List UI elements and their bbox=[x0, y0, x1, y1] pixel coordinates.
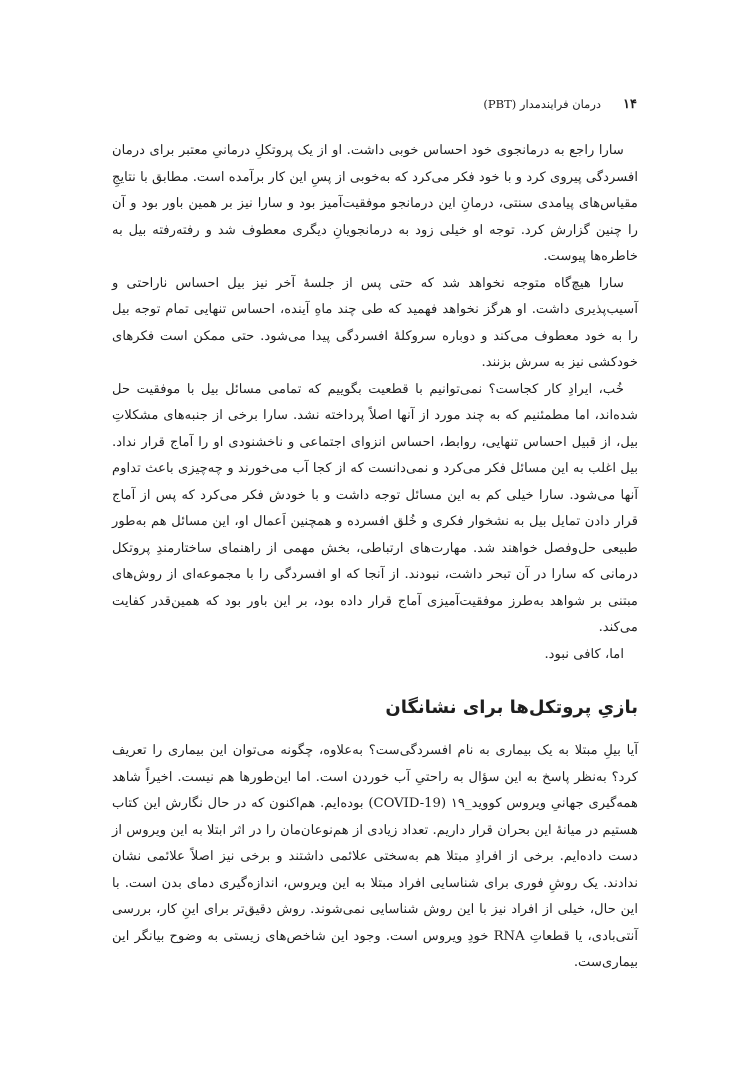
paragraph: خُب، ایرادِ کار کجاست؟ نمی‌توانیم با قطعیت بگوییم که تمامی مسائل بیل با موفقیت حل شده‌اند، اما مطمئنیم که به چند مورد از آنها اصلاً پرداخته نشد. سارا برخی از جنبه‌های مشکلاتِ بیل، از قبیل احساس تنهایی، روابط، احساس انزوای اجتماعی و ناخشنودی او را آماج قرار نداد. بیل اغلب به این مسائل فکر می‌کرد و نمی‌دانست که از کجا آب می‌خورند و چه‌چیزی باعث تداوم آنها می‌شود. سارا خیلی کم به این مسائل توجه داشت و با خودش فکر می‌کرد که پس از آماج قرار دادن تمایل بیل به نشخوار فکری و خُلق افسرده و همچنین اَعمال او، این مسائل هم به‌طور طبیعی حل‌وفصل خواهند شد. مهارت‌های ارتباطی، بخش مهمی از راهنمای ساختارمندِ پروتکل درمانی که سارا در آن تبحر داشت، نبودند. از آنجا که او افسردگی را با مجموعه‌ای از روش‌های مبتنی بر شواهد به‌طرز موفقیت‌آمیزی آماج قرار داده بود، بر این باور بود که همین‌قدر کفایت می‌کند. bbox=[112, 381, 638, 635]
paragraph: اما، کافی نبود. bbox=[544, 646, 624, 662]
page-number: ۱۴ bbox=[623, 97, 637, 112]
running-header bbox=[483, 96, 637, 113]
section-heading: بازیِ پروتکل‌ها برای نشانگان bbox=[385, 697, 638, 718]
section-case-narrative bbox=[112, 138, 638, 668]
paragraph: سارا هیچ‌گاه متوجه نخواهد شد که حتی پس از جلسهٔ آخر نیز بیل احساس ناراحتی و آسیب‌پذیری داشت. او هرگز نخواهد فهمید که طی چند ماهِ آینده، احساس تنهایی تمام توجه بیل را به خود معطوف می‌کند و دوباره سروکلهٔ افسردگی پیدا می‌شود. حتی ممکن است فکرهای خودکشی نیز به سرش بزنند. bbox=[112, 275, 638, 370]
body-text bbox=[112, 138, 638, 977]
paragraph: سارا راجع به درمانجوی خود احساس خوبی داشت. او از یک پروتکلِ درمانیِ معتبر برای درمان افسردگی پیروی کرد و با خود فکر می‌کرد که به‌خوبی از پسِ این کار برآمده است. مطابق با نتایجِ مقیاس‌های پیامدی سنتی، درمانِ این درمانجو موفقیت‌آمیز بود و سارا نیز بر همین باور بود و آن را چنین گزارش کرد. توجه او خیلی زود به درمانجویانِ دیگری معطوف شد و رفته‌رفته بیل به خاطره‌ها پیوست. bbox=[112, 143, 638, 264]
section-protocols-for-syndromes bbox=[112, 738, 638, 977]
running-title: درمان فرایندمدار (PBT) bbox=[483, 97, 602, 111]
paragraph: آیا بیلِ مبتلا به یک بیماری به نام افسردگی‌ست؟ به‌علاوه، چگونه می‌توان این بیماری را تعریف کرد؟ به‌نظر پاسخ به این سؤال به راحتیِ آب خوردن است. اما این‌طورها هم نیست. اخیراً شاهد همه‌گیری جهانیِ ویروس کووید_۱۹ (COVID-19) بوده‌ایم. هم‌اکنون که در حال نگارش این کتاب هستیم در میانهٔ این بحران قرار داریم. تعداد زیادی از هم‌نوعان‌مان را در اثر ابتلا به این ویروس از دست داده‌ایم. برخی از افرادِ مبتلا هم به‌سختی علائمی داشتند و برخی نیز اصلاً علائمی نشان ندادند. یک روشِ فوری برای شناسایی افراد مبتلا به این ویروس، اندازه‌گیری دمای بدن است. با این حال، خیلی از افراد نیز با این روش شناسایی نمی‌شوند. روش دقیق‌تر برای اینِ کار، بررسی آنتی‌بادی، یا قطعاتِ RNA خودِ ویروس است. وجود این شاخص‌های زیستی به وضوح بیانگر این بیماری‌ست. bbox=[112, 743, 639, 970]
